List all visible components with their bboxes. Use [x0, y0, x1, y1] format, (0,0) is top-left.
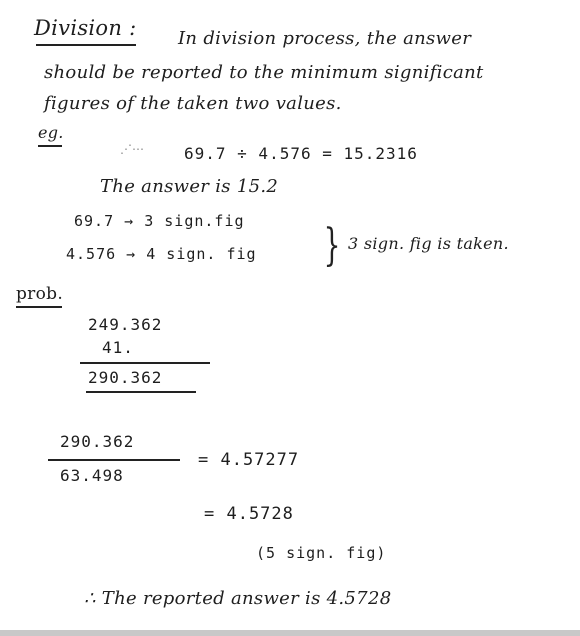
example-row-2: 4.576 → 4 sign. fig: [66, 245, 257, 263]
rule-line-3: figures of the taken two values.: [44, 93, 342, 114]
reported-answer: ∴ The reported answer is 4.5728: [84, 588, 392, 609]
curly-brace: }: [323, 220, 341, 271]
sum-rule: [80, 362, 210, 364]
result-rounded: = 4.5728: [204, 504, 294, 524]
sum-mid: 41.: [102, 338, 134, 357]
problem-label-underline: [16, 306, 62, 308]
rule-line-2: should be reported to the minimum significant: [44, 62, 484, 83]
result-unrounded: = 4.57277: [198, 450, 300, 470]
example-equation: 69.7 ÷ 4.576 = 15.2316: [184, 144, 418, 163]
sum-top: 249.362: [88, 315, 163, 334]
rule-line-1: In division process, the answer: [178, 28, 472, 49]
example-label: eg.: [38, 123, 64, 142]
fraction-numerator: 290.362: [60, 432, 135, 451]
heading-underline: [36, 44, 136, 46]
bottom-border: [0, 630, 580, 636]
example-answer: The answer is 15.2: [100, 176, 279, 197]
example-label-underline: [38, 145, 62, 147]
significant-figure-note: (5 sign. fig): [256, 544, 387, 562]
brace-note: 3 sign. fig is taken.: [348, 234, 509, 253]
problem-label: prob.: [16, 284, 64, 304]
fraction-bar: [48, 459, 180, 461]
heading-division: Division :: [34, 16, 137, 40]
example-row-1: 69.7 → 3 sign.fig: [74, 212, 245, 230]
sum-result-underline: [86, 391, 196, 393]
faint-marks: ⋰⋯: [120, 142, 144, 156]
fraction-denominator: 63.498: [60, 466, 124, 485]
sum-result: 290.362: [88, 368, 163, 387]
